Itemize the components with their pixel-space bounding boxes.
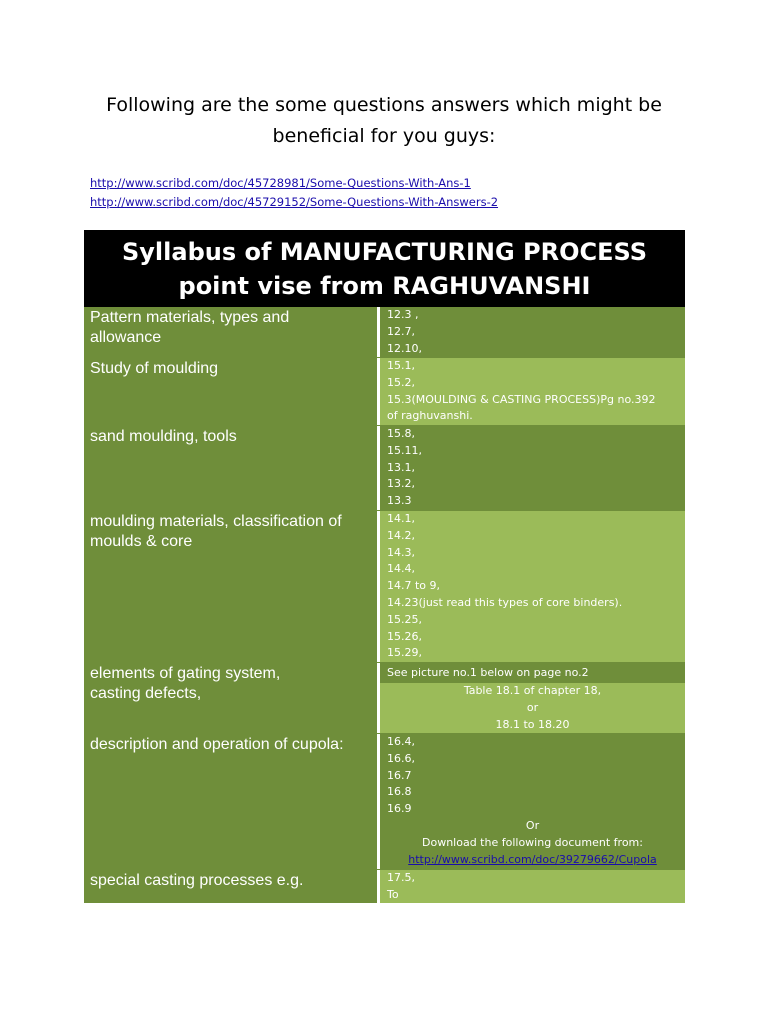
ref-line: of raghuvanshi. <box>387 409 473 423</box>
topic-line: casting defects, <box>90 685 202 702</box>
ref-line: 16.6, <box>387 751 415 765</box>
ref-line: 15.25, <box>387 612 422 626</box>
topic-line: moulds & core <box>90 533 193 550</box>
intro-line-2: beneficial for you guys: <box>272 125 496 147</box>
ref-line: 15.26, <box>387 629 422 643</box>
reference-links <box>90 174 498 212</box>
topic-line: elements of gating system, <box>90 665 281 682</box>
ref-line: 13.1, <box>387 460 415 474</box>
topic-line: allowance <box>90 329 162 346</box>
refs-block <box>380 358 685 425</box>
ref-line-link-wrap <box>380 852 685 869</box>
refs-cell <box>380 426 685 510</box>
topic-line: description and operation of cupola: <box>90 736 344 753</box>
ref-line: 16.8 <box>387 785 412 799</box>
ref-line: 14.1, <box>387 512 415 525</box>
ref-line: 12.10, <box>387 341 422 355</box>
topic-cell <box>84 663 380 733</box>
syllabus-table <box>84 307 685 903</box>
ref-line: 15.2, <box>387 375 415 389</box>
table-row <box>84 663 685 734</box>
refs-block <box>380 426 685 510</box>
ref-line: To <box>387 887 399 901</box>
ref-line: 15.1, <box>387 359 415 372</box>
table-row <box>84 734 685 870</box>
ref-line: 14.4, <box>387 562 415 576</box>
intro-line-1: Following are the some questions answers which might be <box>106 94 662 116</box>
ref-line: Or <box>525 818 540 832</box>
refs-cell <box>380 307 685 357</box>
ref-line: 14.2, <box>387 528 415 542</box>
ref-line: 16.7 <box>387 768 412 782</box>
ref-line: See picture no.1 below on page no.2 <box>387 666 589 679</box>
table-row <box>84 511 685 663</box>
ref-line: Download the following document from: <box>422 835 643 849</box>
ref-line: 18.1 to 18.20 <box>495 717 570 731</box>
ref-line: Table 18.1 of chapter 18, <box>463 684 602 697</box>
topic-cell <box>84 734 380 869</box>
topic-line: Pattern materials, types and <box>90 309 290 326</box>
intro-text <box>84 90 684 152</box>
refs-block <box>380 734 685 869</box>
syllabus-title <box>84 230 685 307</box>
cupola-document-link[interactable]: http://www.scribd.com/doc/39279662/Cupola <box>408 852 657 866</box>
ref-line: 16.9 <box>387 802 412 816</box>
ref-line: 15.29, <box>387 646 422 660</box>
ref-line: 14.7 to 9, <box>387 579 441 593</box>
refs-block <box>380 663 685 683</box>
topic-line: sand moulding, tools <box>90 428 237 445</box>
ref-line: 15.11, <box>387 443 422 457</box>
refs-cell <box>380 870 685 903</box>
topic-cell <box>84 426 380 510</box>
syllabus-title-line-1: Syllabus of MANUFACTURING PROCESS <box>121 237 647 266</box>
ref-line: 14.3, <box>387 545 415 559</box>
refs-cell <box>380 511 685 662</box>
ref-line: or <box>526 700 539 714</box>
table-row <box>84 870 685 903</box>
topic-cell <box>84 358 380 425</box>
refs-block <box>380 511 685 662</box>
link-questions-2[interactable]: http://www.scribd.com/doc/45729152/Some-Questions-With-Answers-2 <box>90 195 499 209</box>
table-row <box>84 307 685 358</box>
ref-line: 12.3 , <box>387 308 419 321</box>
refs-cell <box>380 734 685 869</box>
link-questions-1[interactable]: http://www.scribd.com/doc/45728981/Some-Questions-With-Ans-1 <box>90 176 471 190</box>
refs-cell <box>380 663 685 733</box>
topic-line: special casting processes e.g. <box>90 872 304 889</box>
ref-line: 15.3(MOULDING & CASTING PROCESS)Pg no.392 <box>387 392 656 406</box>
ref-line: 12.7, <box>387 324 415 338</box>
ref-line: 16.4, <box>387 735 415 748</box>
refs-block <box>380 683 685 733</box>
refs-block <box>380 307 685 357</box>
refs-cell <box>380 358 685 425</box>
ref-line: 15.8, <box>387 427 415 440</box>
table-row <box>84 426 685 511</box>
table-row <box>84 358 685 426</box>
topic-line: Study of moulding <box>90 360 219 377</box>
refs-block <box>380 870 685 903</box>
syllabus-title-line-2: point vise from RAGHUVANSHI <box>178 271 591 300</box>
topic-cell <box>84 511 380 662</box>
ref-line: 13.2, <box>387 477 415 491</box>
ref-line: 13.3 <box>387 494 412 508</box>
topic-line: moulding materials, classification of <box>90 513 342 530</box>
topic-cell <box>84 307 380 357</box>
ref-line: 17.5, <box>387 871 415 884</box>
ref-line: 14.23(just read this types of core binders). <box>387 595 623 609</box>
topic-cell <box>84 870 380 903</box>
